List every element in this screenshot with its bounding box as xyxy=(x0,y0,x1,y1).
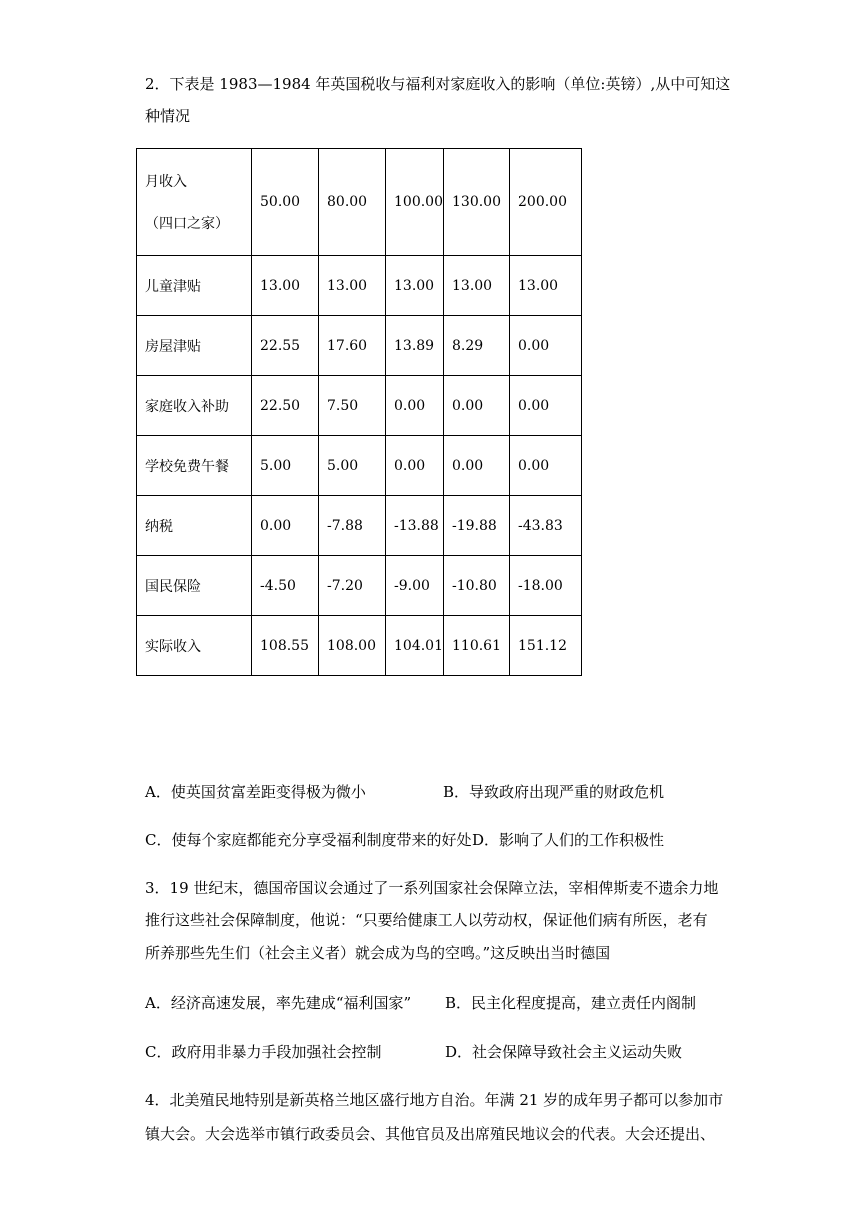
q3-option-b[interactable]: B．民主化程度提高，建立责任内阁制 xyxy=(445,994,697,1012)
q3-stem-line-1: 3．19 世纪末，德国帝国议会通过了一系列国家社会保障立法，宰相俾斯麦不遗余力地 xyxy=(145,879,719,897)
header-label-family: （四口之家） xyxy=(145,216,229,232)
q2-stem-line-2: 种情况 xyxy=(145,107,191,125)
table-header-row xyxy=(137,149,582,256)
header-value: 100.00 xyxy=(386,149,444,256)
table-cell: 8.29 xyxy=(444,316,510,376)
q4-stem-line-2: 镇大会。大会选举市镇行政委员会、其他官员及出席殖民地议会的代表。大会还提出、 xyxy=(145,1125,716,1143)
q2-option-b[interactable]: B．导致政府出现严重的财政危机 xyxy=(443,783,665,801)
table-cell: 13.00 xyxy=(510,256,582,316)
table-cell: 0.00 xyxy=(252,496,319,556)
table-cell: 7.50 xyxy=(319,376,386,436)
table-cell: -4.50 xyxy=(252,556,319,616)
row-label: 家庭收入补助 xyxy=(137,376,252,436)
table-cell: -9.00 xyxy=(386,556,444,616)
table-row xyxy=(137,556,582,616)
table-cell: 13.00 xyxy=(252,256,319,316)
q2-stem-line-1: 2．下表是 1983—1984 年英国税收与福利对家庭收入的影响（单位:英镑）,从中可知这 xyxy=(145,75,731,93)
table-cell: -7.88 xyxy=(319,496,386,556)
header-value: 200.00 xyxy=(510,149,582,256)
q3-stem-line-2: 推行这些社会保障制度，他说：“只要给健康工人以劳动权，保证他们病有所医，老有 xyxy=(145,911,708,929)
row-label: 儿童津贴 xyxy=(137,256,252,316)
q2-option-d[interactable]: D．影响了人们的工作积极性 xyxy=(472,831,665,849)
table-cell: 5.00 xyxy=(319,436,386,496)
table-cell: 104.01 xyxy=(386,616,444,676)
header-label-cell xyxy=(137,149,252,256)
table-cell: -18.00 xyxy=(510,556,582,616)
table-cell: -13.88 xyxy=(386,496,444,556)
header-value: 50.00 xyxy=(252,149,319,256)
table-row xyxy=(137,256,582,316)
table-cell: 0.00 xyxy=(386,376,444,436)
table-row xyxy=(137,436,582,496)
row-label: 学校免费午餐 xyxy=(137,436,252,496)
table-cell: 5.00 xyxy=(252,436,319,496)
header-value: 80.00 xyxy=(319,149,386,256)
row-label: 房屋津贴 xyxy=(137,316,252,376)
table-row xyxy=(137,316,582,376)
table-cell: 13.89 xyxy=(386,316,444,376)
row-label: 实际收入 xyxy=(137,616,252,676)
table-cell: 22.50 xyxy=(252,376,319,436)
table-row xyxy=(137,616,582,676)
table-cell: 17.60 xyxy=(319,316,386,376)
table-cell: 0.00 xyxy=(386,436,444,496)
table-cell: 0.00 xyxy=(444,436,510,496)
q3-option-c[interactable]: C．政府用非暴力手段加强社会控制 xyxy=(145,1043,382,1061)
table-cell: -19.88 xyxy=(444,496,510,556)
table-cell: 13.00 xyxy=(319,256,386,316)
header-label-monthly-income: 月收入 xyxy=(145,174,187,190)
table-cell: 110.61 xyxy=(444,616,510,676)
table-cell: 108.00 xyxy=(319,616,386,676)
q3-option-d[interactable]: D．社会保障导致社会主义运动失败 xyxy=(445,1043,683,1061)
income-table xyxy=(136,148,582,676)
table-row xyxy=(137,496,582,556)
table-cell: 0.00 xyxy=(444,376,510,436)
table-cell: -7.20 xyxy=(319,556,386,616)
table-cell: 0.00 xyxy=(510,376,582,436)
row-label: 纳税 xyxy=(137,496,252,556)
table-cell: -43.83 xyxy=(510,496,582,556)
table-cell: 13.00 xyxy=(444,256,510,316)
q3-option-a[interactable]: A．经济高速发展，率先建成“福利国家” xyxy=(145,994,412,1012)
table-cell: 13.00 xyxy=(386,256,444,316)
table-cell: 22.55 xyxy=(252,316,319,376)
table-cell: 0.00 xyxy=(510,436,582,496)
table-row xyxy=(137,376,582,436)
table-cell: -10.80 xyxy=(444,556,510,616)
header-value: 130.00 xyxy=(444,149,510,256)
q4-stem-line-1: 4．北美殖民地特别是新英格兰地区盛行地方自治。年满 21 岁的成年男子都可以参加市 xyxy=(145,1091,724,1109)
row-label: 国民保险 xyxy=(137,556,252,616)
q2-option-c[interactable]: C．使每个家庭都能充分享受福利制度带来的好处 xyxy=(145,831,472,849)
table-cell: 151.12 xyxy=(510,616,582,676)
q2-option-a[interactable]: A．使英国贫富差距变得极为微小 xyxy=(145,783,366,801)
q3-stem-line-3: 所养那些先生们（社会主义者）就会成为鸟的空鸣。”这反映出当时德国 xyxy=(145,944,611,962)
table-cell: 108.55 xyxy=(252,616,319,676)
table-cell: 0.00 xyxy=(510,316,582,376)
